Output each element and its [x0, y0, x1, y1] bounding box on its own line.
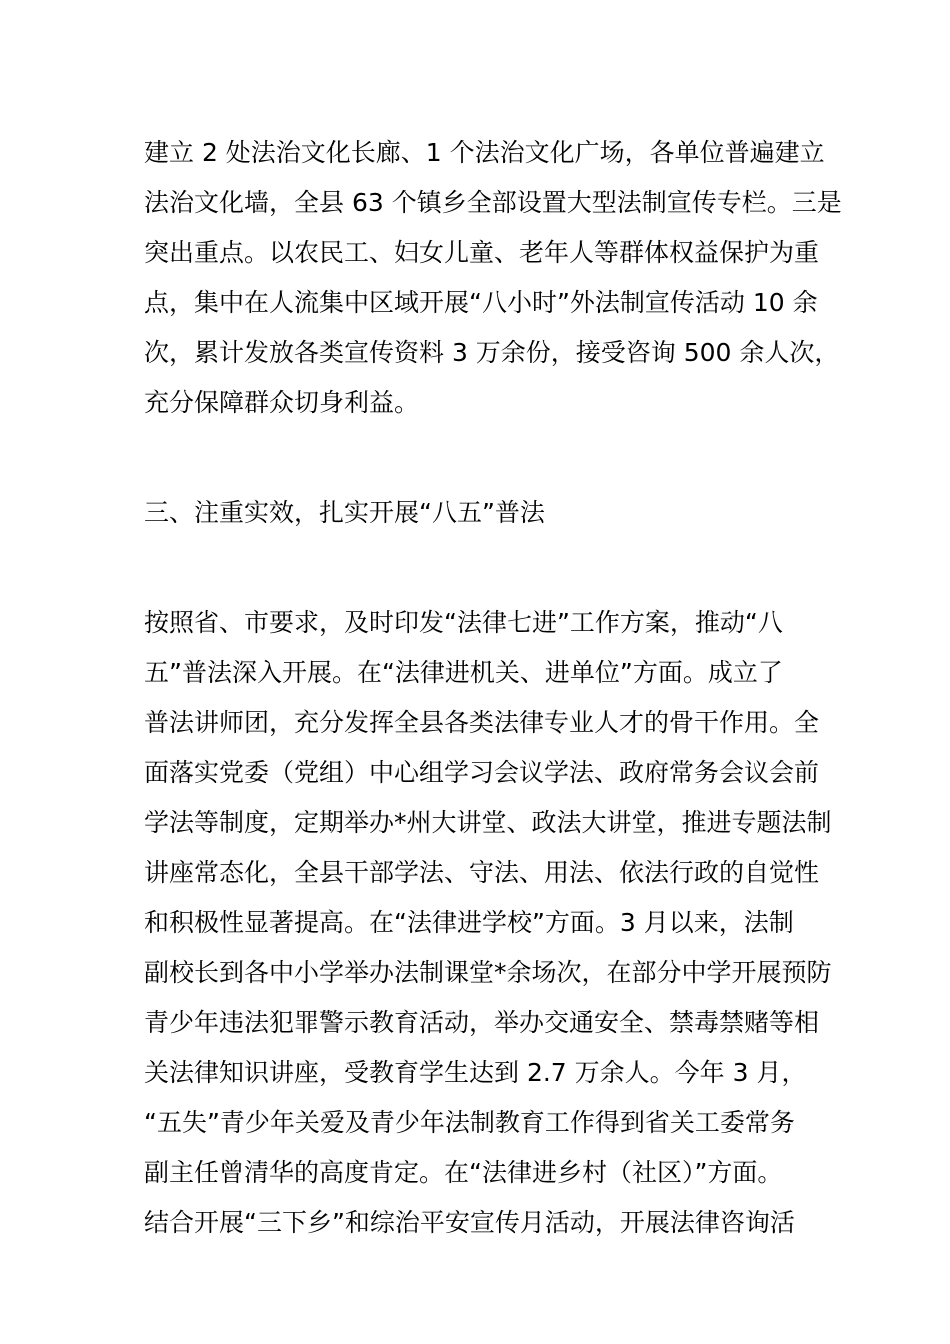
paragraph-line: 面落实党委（党组）中心组学习会议学法、政府常务会议会前 [144, 758, 820, 787]
paragraph-line: 讲座常态化，全县干部学法、守法、用法、依法行政的自觉性 [144, 858, 820, 887]
paragraph-line: 五”普法深入开展。在“法律进机关、进单位”方面。成立了 [144, 658, 783, 687]
paragraph-line: 青少年违法犯罪警示教育活动，举办交通安全、禁毒禁赌等相 [144, 1008, 820, 1037]
paragraph-line: “五失”青少年关爱及青少年法制教育工作得到省关工委常务 [144, 1108, 795, 1137]
paragraph-line: 法治文化墙，全县 63 个镇乡全部设置大型法制宣传专栏。三是 [144, 188, 842, 217]
paragraph-line: 结合开展“三下乡”和综治平安宣传月活动，开展法律咨询活 [144, 1208, 795, 1237]
paragraph-2 [144, 598, 832, 1248]
paragraph-line: 点，集中在人流集中区域开展“八小时”外法制宣传活动 10 余 [144, 288, 818, 317]
paragraph-line: 按照省、市要求，及时印发“法律七进”工作方案，推动“八 [144, 608, 783, 637]
paragraph-line: 学法等制度，定期举办*州大讲堂、政法大讲堂，推进专题法制 [144, 808, 832, 837]
paragraph-line: 普法讲师团，充分发挥全县各类法律专业人才的骨干作用。全 [144, 708, 820, 737]
paragraph-line: 突出重点。以农民工、妇女儿童、老年人等群体权益保护为重 [144, 238, 820, 267]
paragraph-line: 关法律知识讲座，受教育学生达到 2.7 万余人。今年 3 月， [144, 1058, 807, 1087]
section-heading: 三、注重实效，扎实开展“八五”普法 [144, 498, 545, 527]
paragraph-line: 次，累计发放各类宣传资料 3 万余份，接受咨询 500 余人次， [144, 338, 840, 367]
paragraph-1 [144, 128, 842, 428]
paragraph-line: 副主任曾清华的高度肯定。在“法律进乡村（社区）”方面。 [144, 1158, 783, 1187]
paragraph-line: 充分保障群众切身利益。 [144, 388, 420, 417]
paragraph-line: 和积极性显著提高。在“法律进学校”方面。3 月以来，法制 [144, 908, 794, 937]
spacer [144, 428, 814, 488]
paragraph-line: 副校长到各中小学举办法制课堂*余场次，在部分中学开展预防 [144, 958, 832, 987]
paragraph-line: 建立 2 处法治文化长廊、1 个法治文化广场，各单位普遍建立 [144, 138, 825, 167]
document-body [144, 128, 842, 1248]
spacer [144, 538, 814, 598]
